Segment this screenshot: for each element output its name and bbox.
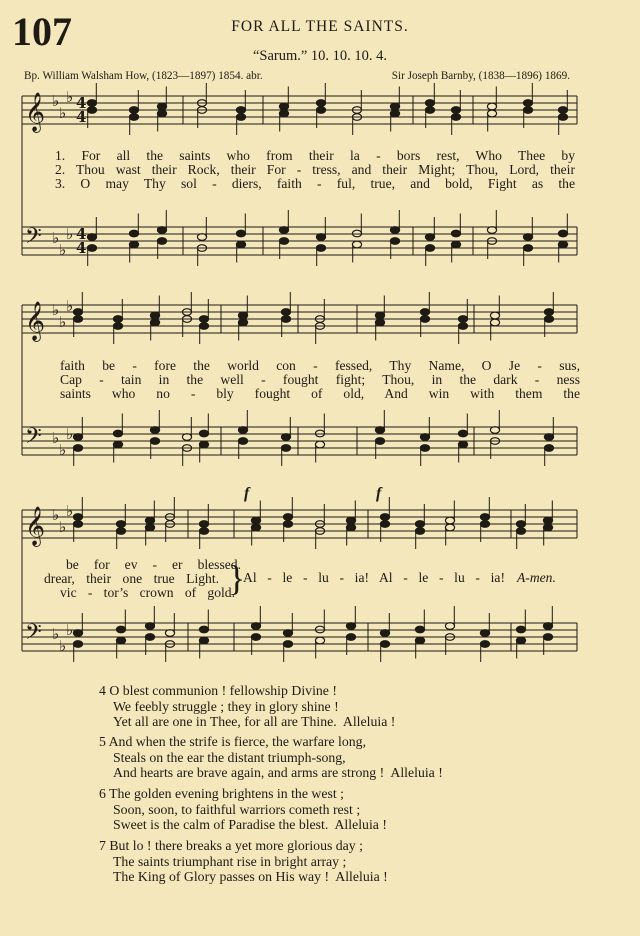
bass-note	[516, 626, 525, 633]
bass-note	[199, 430, 208, 437]
lyric-line: vic - tor’s crown of gold.	[60, 585, 235, 600]
bass-note	[73, 630, 82, 637]
flat-icon: ♭	[52, 92, 60, 110]
music-composer-credit: Sir Joseph Barnby, (1838—1896) 1869.	[391, 70, 570, 82]
text-author-credit: Bp. William Walsham How, (1823—1897) 1854. abr.	[24, 70, 263, 82]
bass-note	[199, 441, 208, 448]
flat-icon: ♭	[66, 225, 74, 243]
hymn-title: FOR ALL THE SAINTS.	[231, 18, 409, 35]
bass-note	[415, 626, 424, 633]
lyric-line: 2. Thou wast their Rock, their For - tress, and their Might; Thou, Lord, their	[55, 162, 575, 177]
treble-note	[420, 316, 429, 323]
treble-note	[415, 528, 424, 535]
lyric-line: 3. O may Thy sol - diers, faith - ful, true, and bold, Fight as the	[55, 176, 575, 191]
treble-note	[346, 517, 355, 524]
flat-icon: ♭	[59, 313, 67, 331]
flat-icon: ♭	[52, 625, 60, 643]
bass-note	[451, 241, 460, 248]
treble-note	[199, 528, 208, 535]
time-signature: 4	[76, 94, 87, 112]
treble-note	[129, 107, 138, 114]
verse-line: The King of Glory passes on His way ! Alleluia !	[113, 869, 388, 884]
bass-note	[352, 241, 361, 248]
treble-note	[199, 521, 208, 528]
treble-note	[251, 524, 260, 531]
treble-note	[279, 110, 288, 117]
bass-note	[129, 230, 138, 237]
treble-note	[425, 107, 434, 114]
lyric-line: saints who no - bly fought of old, And win with them the	[60, 386, 580, 401]
flat-icon: ♭	[59, 104, 67, 122]
bass-note	[543, 634, 552, 641]
treble-note	[116, 528, 125, 535]
treble-clef-icon: 𝄞	[25, 92, 46, 132]
treble-note	[487, 103, 496, 110]
treble-note	[445, 524, 454, 531]
bass-note	[150, 438, 159, 445]
bass-note	[558, 241, 567, 248]
bass-note	[116, 626, 125, 633]
bass-note	[487, 227, 496, 234]
treble-note	[281, 316, 290, 323]
treble-note	[281, 309, 290, 316]
lyric-line: be for ev - er blessed.	[66, 557, 241, 572]
treble-note	[480, 514, 489, 521]
flat-icon: ♭	[59, 637, 67, 655]
bass-note	[150, 427, 159, 434]
verse-brace: }	[228, 558, 246, 598]
bass-note	[425, 234, 434, 241]
bass-note	[238, 438, 247, 445]
flat-icon: ♭	[52, 229, 60, 247]
bass-note	[279, 238, 288, 245]
treble-note	[145, 524, 154, 531]
time-signature: 4	[76, 225, 87, 243]
verse-line: 5 And when the strife is fierce, the warfare long,	[99, 734, 367, 749]
treble-note	[346, 524, 355, 531]
bass-note	[380, 630, 389, 637]
treble-note	[490, 312, 499, 319]
bass-note	[113, 430, 122, 437]
bass-note	[283, 641, 292, 648]
bass-note	[375, 427, 384, 434]
treble-note	[445, 517, 454, 524]
bass-note	[73, 434, 82, 441]
bass-note	[251, 623, 260, 630]
treble-note	[236, 114, 245, 121]
flat-icon: ♭	[59, 441, 67, 459]
bass-note	[283, 630, 292, 637]
treble-clef-icon: 𝄞	[25, 506, 46, 546]
lyric-line: faith be - fore the world con - fessed, Thy Name, O Je - sus,	[60, 358, 580, 373]
treble-note	[390, 103, 399, 110]
bass-note	[390, 227, 399, 234]
flat-icon: ♭	[66, 88, 74, 106]
bass-note	[73, 445, 82, 452]
verse-line: 4 O blest communion ! fellowship Divine !	[99, 683, 337, 698]
treble-clef-icon: 𝄞	[25, 301, 46, 341]
verse-line: Steals on the ear the distant triumph-song,	[113, 749, 346, 765]
treble-note	[316, 107, 325, 114]
treble-note	[425, 100, 434, 107]
flat-icon: ♭	[66, 425, 74, 443]
treble-note	[516, 521, 525, 528]
verse-line: The saints triumphant rise in bright array ;	[113, 853, 347, 869]
treble-note	[415, 521, 424, 528]
amen: A-men.	[517, 570, 556, 585]
bass-note	[281, 434, 290, 441]
bass-note	[316, 245, 325, 252]
bass-note	[445, 623, 454, 630]
lyric-line: Cap - tain in the well - fought fight; Thou, in the dark - ness	[60, 372, 580, 387]
treble-note	[73, 309, 82, 316]
bass-note	[145, 634, 154, 641]
treble-note	[150, 319, 159, 326]
bass-note	[346, 623, 355, 630]
bass-note	[544, 445, 553, 452]
bass-note	[523, 234, 532, 241]
treble-note	[73, 521, 82, 528]
treble-note	[451, 107, 460, 114]
treble-note	[279, 103, 288, 110]
treble-note	[480, 521, 489, 528]
treble-note	[543, 524, 552, 531]
flat-icon: ♭	[66, 621, 74, 639]
treble-note	[251, 517, 260, 524]
treble-note	[129, 114, 138, 121]
lyric-line: drear, their one true Light.	[44, 571, 219, 586]
bass-note	[157, 238, 166, 245]
time-signature: 4	[76, 108, 87, 126]
verse-line: And hearts are brave again, and arms are strong ! Alleluia !	[113, 765, 443, 780]
bass-note	[375, 438, 384, 445]
treble-note	[73, 316, 82, 323]
treble-note	[458, 316, 467, 323]
bass-note	[420, 445, 429, 452]
treble-note	[113, 316, 122, 323]
bass-note	[73, 641, 82, 648]
treble-note	[490, 319, 499, 326]
verse-line: Sweet is the calm of Paradise the blest. Alleluia !	[113, 817, 387, 832]
treble-note	[87, 107, 96, 114]
lyric-line: 1. For all the saints who from their la - bors rest, Who Thee by	[55, 148, 575, 163]
bass-note	[197, 234, 206, 241]
bass-note	[113, 441, 122, 448]
treble-note	[544, 316, 553, 323]
bass-clef-icon: 𝄢	[25, 620, 42, 650]
flat-icon: ♭	[59, 518, 67, 536]
bass-note	[129, 241, 138, 248]
time-signature: 4	[76, 239, 87, 257]
bass-note	[516, 637, 525, 644]
flat-icon: ♭	[66, 297, 74, 315]
treble-note	[157, 103, 166, 110]
treble-note	[420, 309, 429, 316]
treble-note	[487, 110, 496, 117]
treble-note	[375, 312, 384, 319]
bass-note	[165, 630, 174, 637]
hymn-number: 107	[12, 9, 72, 54]
bass-note	[558, 230, 567, 237]
treble-note	[157, 110, 166, 117]
treble-note	[543, 517, 552, 524]
treble-note	[380, 514, 389, 521]
bass-note	[238, 427, 247, 434]
bass-note	[544, 434, 553, 441]
treble-note	[73, 514, 82, 521]
bass-note	[157, 227, 166, 234]
alleluia-refrain: Al - le - lu - ia! Al - le - lu - ia!	[243, 570, 505, 585]
verse-line: Soon, soon, to faithful warriors cometh rest ;	[113, 801, 361, 817]
treble-note	[558, 114, 567, 121]
treble-note	[236, 107, 245, 114]
bass-note	[490, 427, 499, 434]
bass-note	[199, 626, 208, 633]
bass-note	[420, 434, 429, 441]
treble-note	[544, 309, 553, 316]
bass-note	[451, 230, 460, 237]
treble-note	[113, 323, 122, 330]
verse-line: We feebly struggle ; they in glory shine !	[113, 698, 339, 714]
bass-note	[523, 245, 532, 252]
treble-note	[199, 316, 208, 323]
treble-note	[238, 319, 247, 326]
verse-line: Yet all are one in Thee, for all are Thine. Alleluia !	[113, 714, 396, 729]
bass-note	[458, 441, 467, 448]
verse-line: 7 But lo ! there breaks a yet more glorious day ;	[99, 838, 363, 853]
bass-clef-icon: 𝄢	[25, 224, 42, 254]
bass-note	[236, 230, 245, 237]
bass-note	[346, 634, 355, 641]
bass-note	[145, 623, 154, 630]
bass-note	[87, 245, 96, 252]
bass-note	[116, 637, 125, 644]
bass-note	[182, 434, 191, 441]
treble-note	[558, 107, 567, 114]
bass-note	[87, 234, 96, 241]
treble-note	[380, 521, 389, 528]
treble-note	[150, 312, 159, 319]
forte-dynamic-mark: f	[376, 485, 382, 502]
treble-note	[458, 323, 467, 330]
tune-name-meter: “Sarum.” 10. 10. 10. 4.	[252, 48, 388, 64]
treble-note	[375, 319, 384, 326]
verse-line: 6 The golden evening brightens in the west ;	[99, 786, 344, 801]
bass-note	[480, 630, 489, 637]
bass-note	[425, 245, 434, 252]
treble-note	[390, 110, 399, 117]
treble-note	[451, 114, 460, 121]
bass-note	[281, 445, 290, 452]
flat-icon: ♭	[52, 506, 60, 524]
bass-note	[415, 637, 424, 644]
treble-note	[316, 100, 325, 107]
bass-note	[236, 241, 245, 248]
treble-note	[199, 323, 208, 330]
treble-note	[516, 528, 525, 535]
bass-note	[199, 637, 208, 644]
treble-note	[145, 517, 154, 524]
bass-note	[458, 430, 467, 437]
flat-icon: ♭	[66, 502, 74, 520]
flat-icon: ♭	[52, 301, 60, 319]
treble-note	[87, 100, 96, 107]
flat-icon: ♭	[52, 429, 60, 447]
treble-note	[116, 521, 125, 528]
bass-note	[279, 227, 288, 234]
treble-note	[523, 100, 532, 107]
bass-note	[380, 641, 389, 648]
bass-note	[390, 238, 399, 245]
treble-note	[523, 107, 532, 114]
bass-note	[251, 634, 260, 641]
treble-note	[283, 521, 292, 528]
bass-note	[315, 441, 324, 448]
bass-note	[315, 637, 324, 644]
flat-icon: ♭	[59, 241, 67, 259]
bass-note	[543, 623, 552, 630]
bass-clef-icon: 𝄢	[25, 424, 42, 454]
treble-note	[283, 514, 292, 521]
treble-note	[238, 312, 247, 319]
bass-note	[480, 641, 489, 648]
bass-note	[316, 234, 325, 241]
forte-dynamic-mark: f	[244, 485, 250, 502]
